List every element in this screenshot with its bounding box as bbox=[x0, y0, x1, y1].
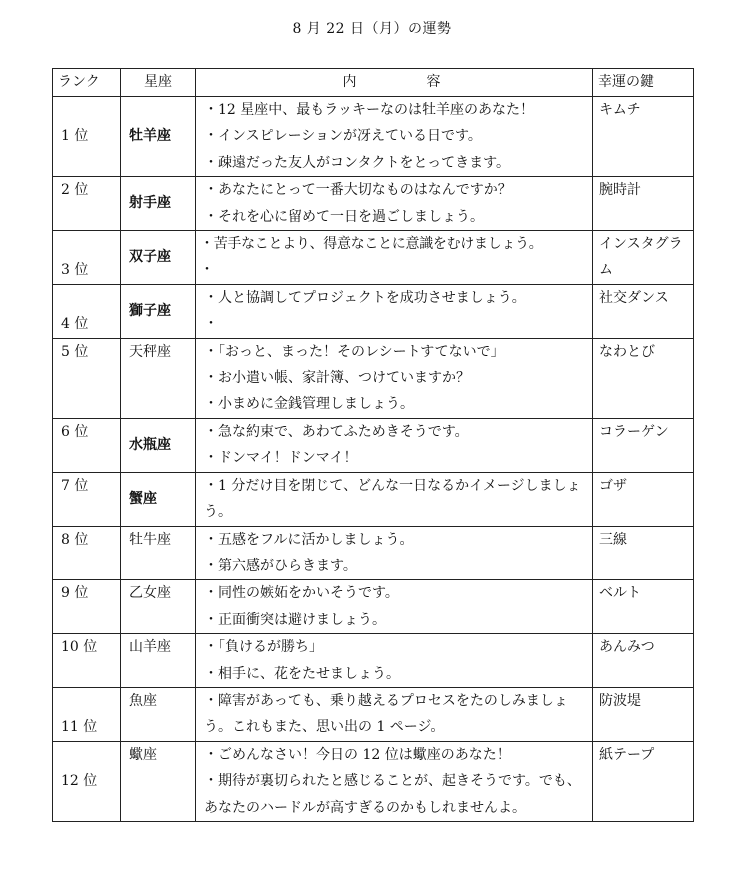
sign-cell: 天秤座 bbox=[121, 338, 196, 418]
sign-cell: 蟹座 bbox=[121, 472, 196, 526]
content-cell bbox=[196, 741, 593, 821]
content-line: ・お小遣い帳、家計簿、つけていますか？ bbox=[204, 370, 470, 387]
table-row bbox=[53, 97, 694, 177]
page-title: 8 月 22 日（月）の運勢 bbox=[292, 21, 452, 37]
sign-cell: 乙女座 bbox=[121, 580, 196, 634]
sign-cell: 獅子座 bbox=[121, 284, 196, 338]
content-line: ・ごめんなさい！今日の 12 位は蠍座のあなた！ bbox=[204, 746, 511, 763]
content-line: ・期待が裏切られたと感じることが、起きそうです。でも、あなたのハードルが高すぎるのかもしれませんよ。 bbox=[204, 773, 581, 816]
key-cell: 腕時計 bbox=[593, 177, 694, 231]
content-line: ・それを心に留めて一日を過ごしましょう。 bbox=[204, 208, 484, 225]
rank-cell: 5 位 bbox=[53, 338, 121, 418]
content-line: ・「おっと、まった！そのレシートすてないで」 bbox=[204, 343, 505, 360]
rank-cell: 12 位 bbox=[53, 741, 121, 821]
content-line: ・障害があっても、乗り越えるプロセスをたのしみましょう。これもまた、思い出の 1 ページ。 bbox=[204, 692, 568, 736]
header-content: 内容 bbox=[196, 69, 593, 97]
fortune-table bbox=[52, 68, 694, 822]
content-cell bbox=[196, 338, 593, 418]
content-line: ・苦手なことより、得意なことに意識をむけましょう。 bbox=[200, 236, 543, 253]
table-row bbox=[53, 526, 694, 580]
table-row bbox=[53, 472, 694, 526]
table-row bbox=[53, 418, 694, 472]
sign-cell: 山羊座 bbox=[121, 634, 196, 688]
content-line: ・人と協調してプロジェクトを成功させましょう。 bbox=[204, 289, 526, 306]
content-line: ・急な約束で、あわてふためきそうです。 bbox=[204, 423, 469, 440]
content-line: ・「負けるが勝ち」 bbox=[204, 639, 323, 656]
sign-cell: 蠍座 bbox=[121, 741, 196, 821]
header-key: 幸運の鍵 bbox=[593, 69, 694, 97]
sign-cell: 魚座 bbox=[121, 687, 196, 741]
key-cell: 三線 bbox=[593, 526, 694, 580]
table-row bbox=[53, 634, 694, 688]
sign-cell: 射手座 bbox=[121, 177, 196, 231]
header-rank: ランク bbox=[53, 69, 121, 97]
content-line: ・12 星座中、最もラッキーなのは牡羊座のあなた！ bbox=[204, 102, 534, 118]
table-row bbox=[53, 687, 694, 741]
header-sign: 星座 bbox=[121, 69, 196, 97]
rank-cell: 9 位 bbox=[53, 580, 121, 634]
table-row bbox=[53, 284, 694, 338]
content-cell bbox=[196, 418, 593, 472]
sign-cell: 牡牛座 bbox=[121, 526, 196, 580]
key-cell: ベルト bbox=[593, 580, 694, 634]
table-row bbox=[53, 580, 694, 634]
rank-cell: 1 位 bbox=[53, 97, 121, 177]
rank-cell: 6 位 bbox=[53, 418, 121, 472]
key-cell bbox=[593, 231, 694, 285]
content-cell bbox=[196, 634, 593, 688]
sign-cell: 双子座 bbox=[121, 231, 196, 285]
content-line: ・ bbox=[200, 262, 214, 279]
content-line: ・インスピレーションが冴えている日です。 bbox=[204, 128, 482, 145]
table-row bbox=[53, 338, 694, 418]
content-line: ・1 分だけ目を閉じて、どんな一日なるかイメージしましょう。 bbox=[204, 477, 581, 521]
rank-cell: 4 位 bbox=[53, 284, 121, 338]
key-cell: 防波堤 bbox=[593, 687, 694, 741]
key-text: インスタグラム bbox=[599, 236, 683, 279]
rank-cell: 3 位 bbox=[53, 231, 121, 285]
key-cell: あんみつ bbox=[593, 634, 694, 688]
key-cell: コラーゲン bbox=[593, 418, 694, 472]
key-cell: なわとび bbox=[593, 338, 694, 418]
content-cell bbox=[196, 580, 593, 634]
content-line: ・正面衝突は避けましょう。 bbox=[204, 611, 386, 628]
content-line: ・小まめに金銭管理しましょう。 bbox=[204, 396, 414, 413]
content-line: ・疎遠だった友人がコンタクトをとってきます。 bbox=[204, 154, 511, 171]
content-cell bbox=[196, 231, 593, 285]
rank-cell: 2 位 bbox=[53, 177, 121, 231]
content-cell bbox=[196, 97, 593, 177]
rank-cell: 10 位 bbox=[53, 634, 121, 688]
table-row bbox=[53, 177, 694, 231]
content-line: ・相手に、花をたせましょう。 bbox=[204, 665, 400, 682]
content-line: ・第六感がひらきます。 bbox=[204, 557, 357, 574]
content-cell bbox=[196, 284, 593, 338]
content-line: ・ドンマイ！ドンマイ！ bbox=[204, 450, 358, 467]
sign-cell: 牡羊座 bbox=[121, 97, 196, 177]
rank-cell: 11 位 bbox=[53, 687, 121, 741]
content-line: ・同性の嫉妬をかいそうです。 bbox=[204, 585, 399, 602]
key-cell: ゴザ bbox=[593, 472, 694, 526]
content-cell bbox=[196, 687, 593, 741]
key-cell: 紙テープ bbox=[593, 741, 694, 821]
content-line: ・あなたにとって一番大切なものはなんですか？ bbox=[204, 182, 512, 199]
content-cell bbox=[196, 472, 593, 526]
key-cell: キムチ bbox=[593, 97, 694, 177]
content-cell bbox=[196, 526, 593, 580]
table-row bbox=[53, 231, 694, 285]
table-row bbox=[53, 741, 694, 821]
header-row bbox=[53, 69, 694, 97]
content-line: ・ bbox=[204, 316, 218, 333]
rank-cell: 8 位 bbox=[53, 526, 121, 580]
content-cell bbox=[196, 177, 593, 231]
rank-cell: 7 位 bbox=[53, 472, 121, 526]
key-cell: 社交ダンス bbox=[593, 284, 694, 338]
sign-cell: 水瓶座 bbox=[121, 418, 196, 472]
content-line: ・五感をフルに活かしましょう。 bbox=[204, 531, 414, 548]
